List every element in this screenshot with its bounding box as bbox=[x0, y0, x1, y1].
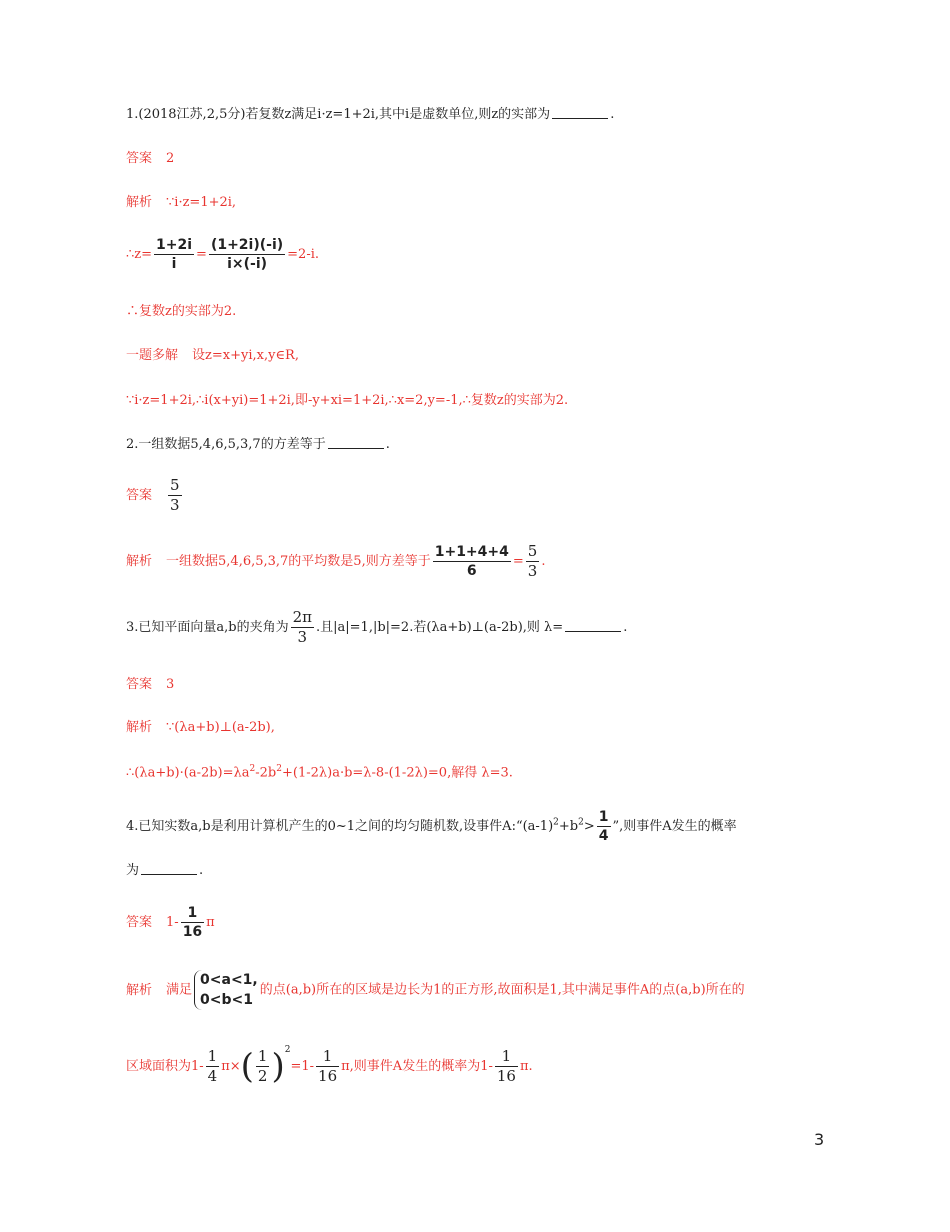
q1-answer-blank bbox=[552, 118, 608, 119]
analysis-label: 解析 bbox=[126, 720, 153, 735]
left-paren: ( bbox=[240, 1046, 254, 1087]
q4-analysis-line2: 区域面积为1- $\frac{1}{4}$ π×( $\frac{1}{2}$ )$^2$=1- $\frac{1}{16}$ π,则事件A发生的概率为1- $\frac{1}{16}$ π. bbox=[126, 1045, 533, 1087]
q2-fraction-1: $\frac{1+1+4+4}{6}$ bbox=[434, 544, 509, 579]
q4-answer-fraction: $\frac{1}{16}$ bbox=[182, 905, 203, 940]
page-number: 3 bbox=[814, 1130, 825, 1149]
q2-answer-fraction: $\frac{5}{3}$ bbox=[170, 476, 180, 514]
q1-analysis-line1: 解析 ∵i·z=1+2i, bbox=[126, 195, 237, 210]
right-paren: ) bbox=[271, 1046, 285, 1087]
q1-fraction-1: $\frac{1+2i}{i}$ bbox=[156, 237, 193, 272]
q4-fraction-2: $\frac{1}{2}$ bbox=[257, 1047, 268, 1085]
q1-fraction-2: $\frac{(1+2i)(-i)}{i\times(-i)}$ bbox=[210, 237, 284, 272]
q4-analysis-line1: 解析 满足 0<a<1, 0<b<1 的点(a,b)所在的区域是边长为1的正方形,故面积是1,其中满足事件A的点(a,b)所在的 bbox=[126, 972, 745, 1008]
q2-analysis: 解析 一组数据5,4,6,5,3,7的平均数是5,则方差等于 $\frac{1+1+4+4}{6}$ = $\frac{5}{3}$ . bbox=[126, 542, 546, 580]
q3-answer-blank bbox=[565, 631, 621, 632]
q4-fraction-1: $\frac{1}{4}$ bbox=[207, 1047, 218, 1085]
q3-answer-value: 3 bbox=[166, 677, 175, 692]
q4-stem-line2: 为 . bbox=[126, 863, 204, 878]
q3-answer bbox=[126, 678, 174, 691]
q4-fraction-4: $\frac{1}{16}$ bbox=[496, 1047, 516, 1085]
q2-stem-text: 2.一组数据5,4,6,5,3,7的方差等于 bbox=[126, 437, 326, 452]
q4-stem-line1: 4.已知实数a,b是利用计算机产生的0~1之间的均匀随机数,设事件$A:“(a-1)^2+b^2>$ $\frac{1}{4}$ ”,则事件A发生的概率 bbox=[126, 809, 737, 844]
q1-analysis-line3: ∴复数z的实部为2. bbox=[126, 304, 237, 319]
q4-stem-text: 4.已知实数a,b是利用计算机产生的0~1之间的均匀随机数,设事件A:“(a-1) bbox=[126, 819, 554, 834]
q1-answer bbox=[126, 152, 174, 165]
answer-label: 答案 bbox=[126, 677, 153, 692]
q3-stem: 3.已知平面向量a,b的夹角为 $\frac{2\pi}{3}$ .且|a|=1,|b|=2.若(λa+b)⊥(a-2b),则 λ= . bbox=[126, 608, 628, 646]
q1-analysis-line2: ∴z= $\frac{1+2i}{i}$ = $\frac{(1+2i)(-i)}{i\times(-i)}$ =2-i. bbox=[126, 237, 320, 272]
analysis-label: 解析 bbox=[126, 554, 153, 569]
answer-label: 答案 bbox=[126, 915, 153, 930]
q1-stem: 1.(2018江苏,2,5分)若复数z满足i·z=1+2i,其中i是虚数单位,则z的实部为 . bbox=[126, 107, 615, 122]
q4-fraction-3: $\frac{1}{16}$ bbox=[318, 1047, 338, 1085]
q1-multi-solution-line2: ∵i·z=1+2i,∴i(x+yi)=1+2i,即-y+xi=1+2i,∴x=2,y=-1,∴复数z的实部为2. bbox=[126, 393, 569, 408]
q2-stem: 2.一组数据5,4,6,5,3,7的方差等于 . bbox=[126, 437, 390, 452]
q3-stem-text: 3.已知平面向量a,b的夹角为 bbox=[126, 620, 289, 635]
q4-condition-system: 0<a<1, 0<b<1 bbox=[194, 970, 258, 1010]
q4-answer-blank bbox=[141, 874, 197, 875]
q1-answer-value: 2 bbox=[166, 151, 175, 166]
answer-label: 答案 bbox=[126, 151, 153, 166]
analysis-label: 解析 bbox=[126, 982, 153, 998]
q2-answer-blank bbox=[328, 448, 384, 449]
q3-angle-fraction: $\frac{2\pi}{3}$ bbox=[292, 608, 313, 646]
q1-stem-text: 1.(2018江苏,2,5分)若复数z满足i·z=1+2i,其中i是虚数单位,则z的实部为 bbox=[126, 107, 551, 122]
analysis-label: 解析 bbox=[126, 195, 153, 210]
multi-solution-label: 一题多解 bbox=[126, 348, 179, 363]
q2-fraction-2: $\frac{5}{3}$ bbox=[527, 542, 538, 580]
q1-multi-solution-line1: 一题多解 设z=x+yi,x,y∈R, bbox=[126, 348, 299, 363]
q4-stem-fraction: $\frac{1}{4}$ bbox=[598, 809, 609, 844]
answer-label: 答案 bbox=[126, 488, 153, 503]
q4-answer: 答案 1- $\frac{1}{16}$ π bbox=[126, 905, 215, 940]
q3-analysis-line2: $\therefore(\lambda a+b)\cdot(a-2b)=\lambda a^2-2b^2+(1-2\lambda)a\cdot b=\lambda-8-(1-2\lambda)=0$,解得 λ=3. bbox=[126, 764, 513, 781]
q3-analysis-line1: 解析 ∵(λa+b)⊥(a-2b), bbox=[126, 720, 275, 735]
q2-answer bbox=[126, 478, 184, 513]
